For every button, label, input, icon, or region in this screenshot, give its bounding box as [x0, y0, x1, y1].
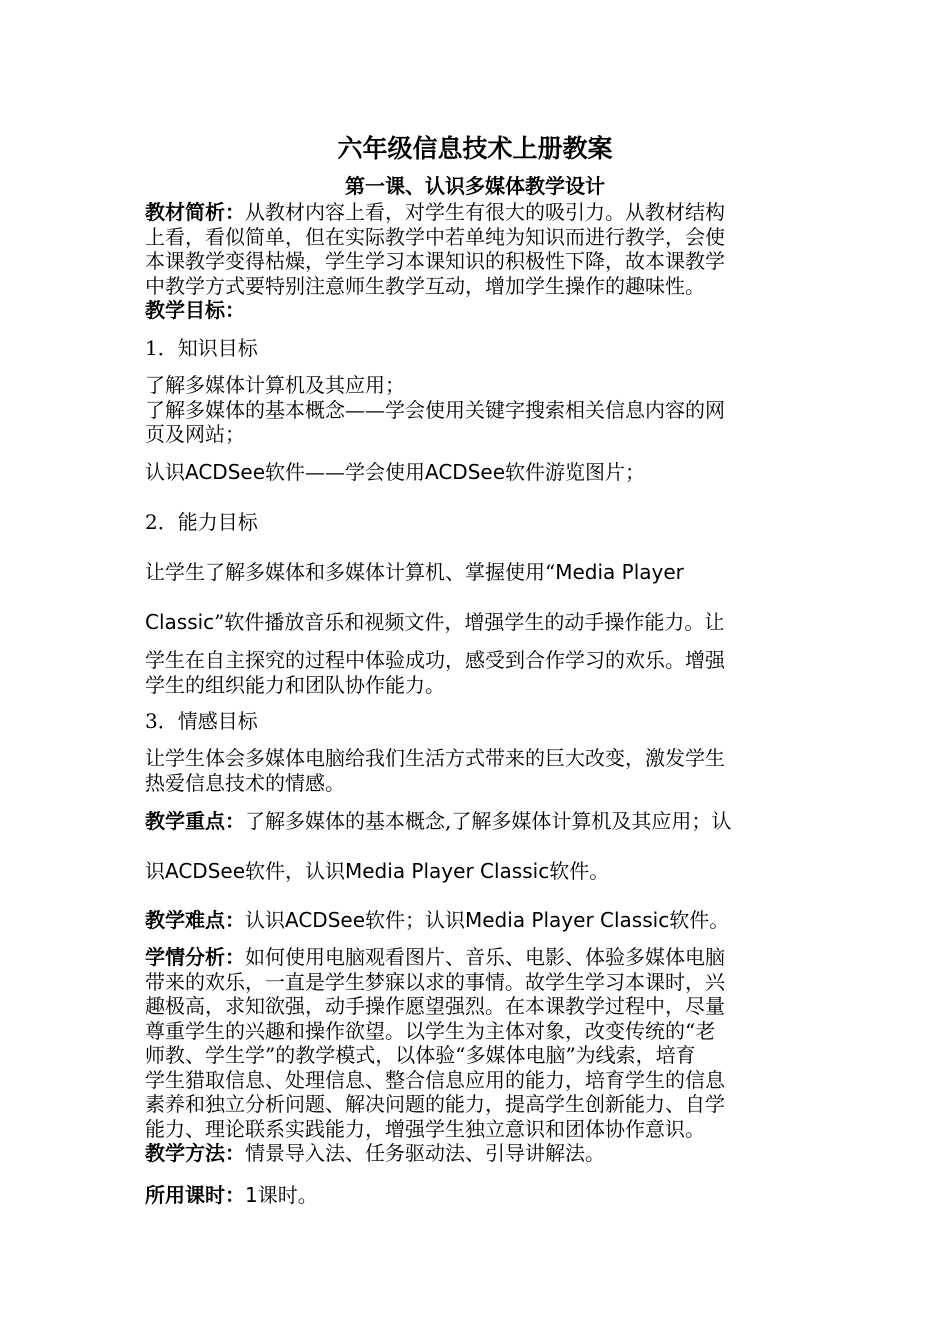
text-run: 让学生了解多媒体和多媒体计算机、掌握使用“ [145, 560, 556, 584]
paragraph-line: 中教学方式要特别注意师生教学互动，增加学生操作的趣味性。 [145, 273, 705, 298]
text-run: 情景导入法、任务驱动法、引导讲解法。 [245, 1141, 605, 1165]
teaching-goals-label: 教学目标： [145, 298, 245, 322]
difficulties-label: 教学难点： [145, 908, 245, 932]
knowledge-goal-items [145, 373, 805, 447]
text-run: 软件——学会使用 [265, 460, 425, 484]
text-run: Media Player Classic [465, 908, 670, 932]
text-run: ACDSee [185, 460, 265, 484]
text-run: Classic [145, 610, 215, 634]
ability-goal-heading [145, 510, 805, 535]
text-run: ”软件播放音乐和视频文件，增强学生的动手操作能力。让 [214, 610, 725, 634]
lesson-title: 第一课、认识多媒体教学设计 [345, 174, 605, 198]
material-analysis-label: 教材简析： [145, 200, 245, 224]
key-points-line-2 [145, 859, 805, 884]
methods-label: 教学方法： [145, 1141, 245, 1165]
material-analysis [145, 200, 805, 298]
section-heading: 3．情感目标 [145, 709, 258, 733]
paragraph-line: 尊重学生的兴趣和操作欲望。以学生为主体对象，改变传统的“老 [145, 1018, 716, 1043]
key-points-label: 教学重点： [145, 809, 245, 833]
text-run: ACDSee [425, 460, 505, 484]
document-title: 六年级信息技术上册教案 [337, 134, 613, 163]
acdsee-goal-line [145, 460, 805, 485]
paragraph-line: 带来的欢乐，一直是学生梦寐以求的事情。故学生学习本课时，兴 [145, 969, 725, 994]
teaching-goals-heading [145, 298, 805, 323]
key-points-line-1 [145, 809, 805, 834]
text-run: 软件。 [669, 908, 730, 932]
text-run: 课时。 [257, 1183, 318, 1207]
text-run: 了解多媒体的基本概念,了解多媒体计算机及其应用；认 [245, 809, 732, 833]
paragraph-line: 页及网站； [145, 422, 245, 446]
paragraph-line: 学生的组织能力和团队协作能力。 [145, 672, 445, 697]
paragraph-line: 素养和独立分析问题、解决问题的能力，提高学生创新能力、自学 [145, 1092, 725, 1116]
text-run: 软件。 [549, 859, 610, 883]
text-run: ACDSee [285, 908, 365, 932]
paragraph-line: 师教、学生学”的教学模式，以体验“多媒体电脑”为线索，培育 [145, 1043, 696, 1067]
emotion-goal-heading [145, 709, 805, 734]
class-hours-line [145, 1183, 805, 1208]
difficulties-line [145, 908, 805, 933]
text-run: 软件；认识 [365, 908, 465, 932]
paragraph-line: 趣极高，求知欲强，动手操作愿望强烈。在本课教学过程中，尽量 [145, 994, 725, 1018]
paragraph-line: 上看，看似简单，但在实际教学中若单纯为知识而进行教学，会使 [145, 224, 725, 249]
emotion-goal-lines [145, 746, 805, 795]
ability-goal-line-2 [145, 610, 805, 635]
class-hours-label: 所用课时： [145, 1183, 245, 1207]
paragraph-line: 能力、理论联系实践能力，增强学生独立意识和团体协作意识。 [145, 1116, 705, 1141]
knowledge-goal-heading [145, 336, 805, 361]
paragraph-line: 了解多媒体计算机及其应用； [145, 373, 405, 397]
text-run: ACDSee [165, 859, 245, 883]
text-run: 识 [145, 859, 165, 883]
paragraph-line: 让学生体会多媒体电脑给我们生活方式带来的巨大改变，激发学生 [145, 746, 725, 770]
ability-goal-line-1 [145, 560, 805, 585]
student-analysis-label: 学情分析： [145, 945, 245, 969]
section-heading: 1．知识目标 [145, 336, 258, 360]
student-analysis [145, 945, 805, 1166]
text-run: 1 [245, 1183, 258, 1207]
text-run: 认识 [245, 908, 285, 932]
text-run: Media Player [555, 560, 684, 584]
paragraph-line: 本课教学变得枯燥，学生学习本课知识的积极性下降，故本课教学 [145, 249, 725, 273]
text-run: Media Player Classic [345, 859, 550, 883]
paragraph-line: 了解多媒体的基本概念——学会使用关键字搜索相关信息内容的网 [145, 397, 725, 422]
paragraph-line: 热爱信息技术的情感。 [145, 770, 345, 795]
paragraph-line: 如何使用电脑观看图片、音乐、电影、体验多媒体电脑 [245, 945, 725, 969]
text-run: 软件游览图片； [505, 460, 645, 484]
paragraph-line: 学生在自主探究的过程中体验成功，感受到合作学习的欢乐。增强 [145, 648, 725, 672]
ability-goal-rest [145, 648, 805, 697]
text-run: 认识 [145, 460, 185, 484]
paragraph-line: 学生猎取信息、处理信息、整合信息应用的能力，培育学生的信息 [145, 1067, 725, 1092]
text-run: 软件，认识 [245, 859, 345, 883]
paragraph-line: 从教材内容上看，对学生有很大的吸引力。从教材结构 [245, 200, 725, 224]
section-heading: 2．能力目标 [145, 510, 258, 534]
